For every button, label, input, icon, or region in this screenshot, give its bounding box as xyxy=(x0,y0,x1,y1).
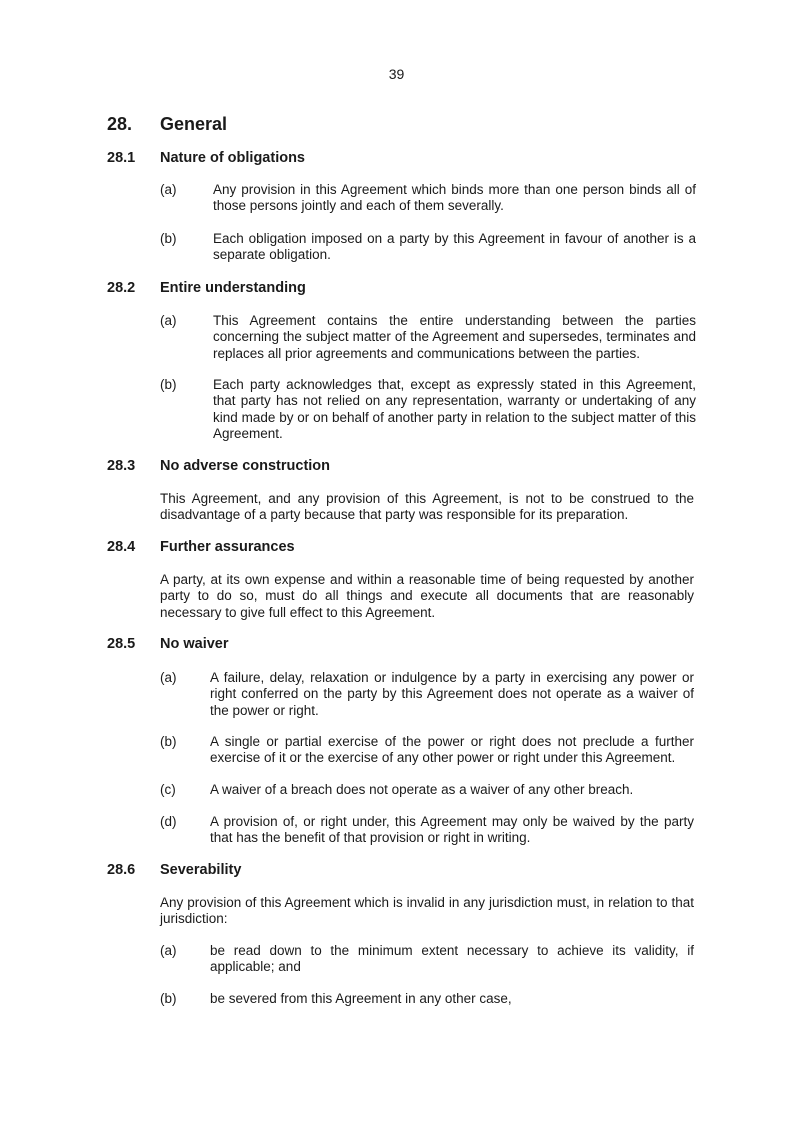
item-text: A single or partial exercise of the power or right does not preclude a further exercise of it or the exercise of any other power or right under this Agreement. xyxy=(210,734,694,766)
item-text: A failure, delay, relaxation or indulgence by a party in exercising any power or right conferred on the party by this Agreement does not operate as a waiver of the power or right. xyxy=(210,670,694,718)
clause-number: 28.6 xyxy=(107,862,136,878)
clause-number: 28.1 xyxy=(107,150,136,166)
clause-title: No adverse construction xyxy=(160,458,331,474)
item-text: This Agreement contains the entire understanding between the parties concerning the subject matter of the Agreement and supersedes, terminates and replaces all prior agreements and communications between the parties. xyxy=(213,313,696,361)
clause-body: A party, at its own expense and within a reasonable time of being requested by another party to do so, must do all things and execute all documents that are reasonably necessary to give full effect to this Agreement. xyxy=(160,572,694,620)
clause-number: 28.3 xyxy=(107,458,136,474)
item-label: (b) xyxy=(160,734,177,749)
item-label: (a) xyxy=(160,943,177,958)
item-text: Each party acknowledges that, except as expressly stated in this Agreement, that party has not relied on any representation, warranty or undertaking of any kind made by or on behalf of another party in relation to the subject matter of this Agreement. xyxy=(213,377,696,441)
item-label: (b) xyxy=(160,991,177,1006)
item-label: (b) xyxy=(160,377,177,392)
clause-body: This Agreement, and any provision of this Agreement, is not to be construed to the disadvantage of a party because that party was responsible for its preparation. xyxy=(160,491,694,523)
item-label: (c) xyxy=(160,782,176,797)
section-number: 28. xyxy=(107,114,133,134)
item-label: (a) xyxy=(160,670,177,685)
item-text: be severed from this Agreement in any other case, xyxy=(210,991,512,1006)
item-label: (a) xyxy=(160,313,177,328)
clause-title: Further assurances xyxy=(160,539,295,555)
item-text: A waiver of a breach does not operate as a waiver of any other breach. xyxy=(210,782,634,797)
item-label: (d) xyxy=(160,814,177,829)
clause-body: Any provision of this Agreement which is invalid in any jurisdiction must, in relation to that jurisdiction: xyxy=(160,895,694,927)
clause-number: 28.4 xyxy=(107,539,136,555)
clause-title: No waiver xyxy=(160,636,229,652)
item-text: Each obligation imposed on a party by this Agreement in favour of another is a separate obligation. xyxy=(213,231,696,263)
item-label: (b) xyxy=(160,231,177,246)
clause-number: 28.2 xyxy=(107,280,136,296)
clause-title: Nature of obligations xyxy=(160,150,305,166)
item-text: A provision of, or right under, this Agreement may only be waived by the party that has the benefit of that provision or right in writing. xyxy=(210,814,694,846)
clause-title: Severability xyxy=(160,862,242,878)
section-title: General xyxy=(160,114,228,134)
clause-title: Entire understanding xyxy=(160,280,306,296)
clause-number: 28.5 xyxy=(107,636,136,652)
item-label: (a) xyxy=(160,182,177,197)
page-number: 39 xyxy=(388,66,405,82)
item-text: Any provision in this Agreement which binds more than one person binds all of those persons jointly and each of them severally. xyxy=(213,182,696,214)
item-text: be read down to the minimum extent necessary to achieve its validity, if applicable; and xyxy=(210,943,694,975)
